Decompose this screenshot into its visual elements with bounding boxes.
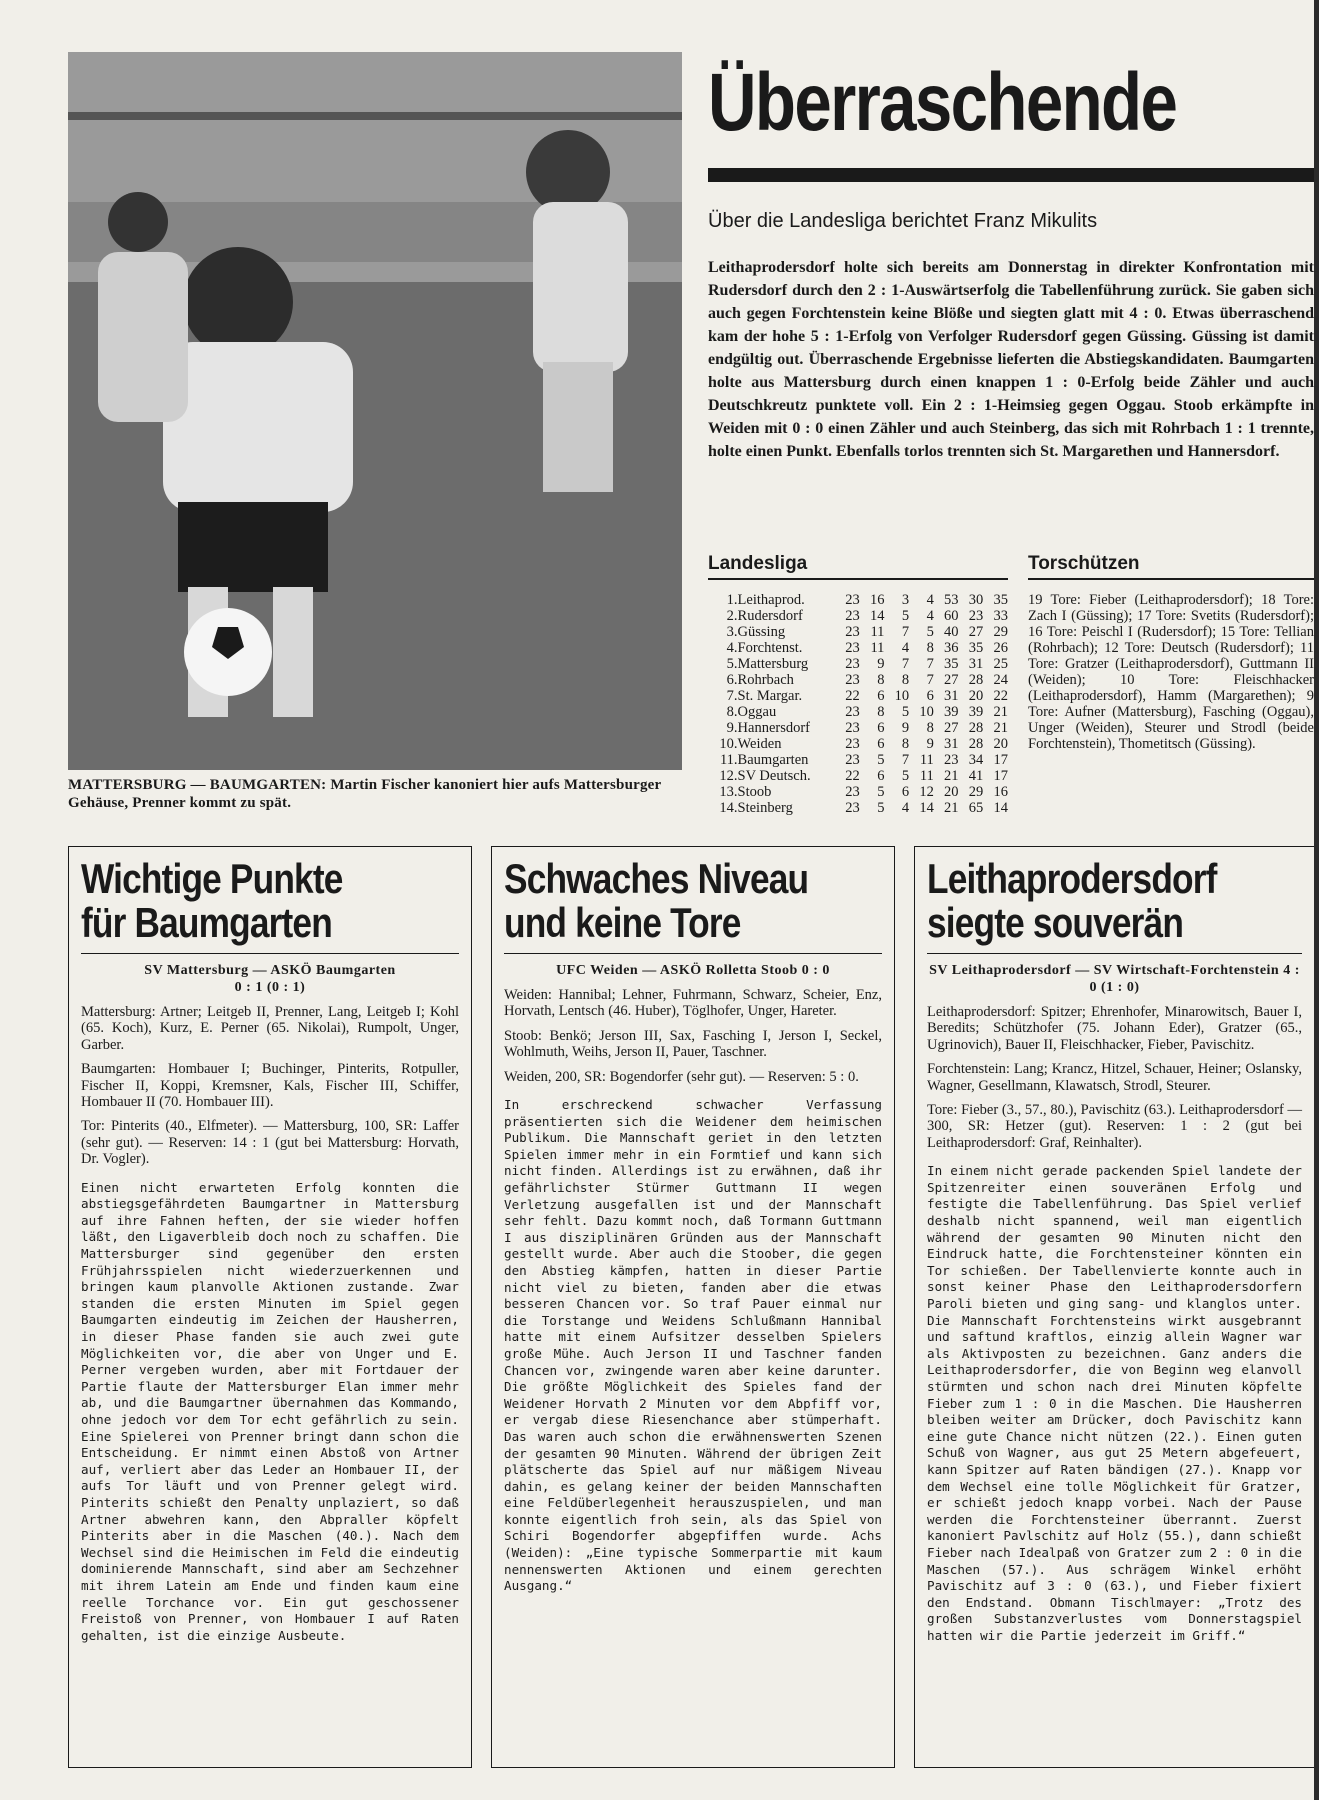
match-teams: SV Leithaprodersdorf — SV Wirtschaft-Forchtenstein: [929, 963, 1280, 978]
standings-cell: 23: [944, 752, 959, 768]
article-title-line1: Leithaprodersdorf: [927, 855, 1217, 902]
byline: Über die Landesliga berichtet Franz Mikulits: [708, 210, 1098, 232]
standings-cell: 35: [993, 592, 1008, 608]
lineup-home: Leithaprodersdorf: Spitzer; Ehrenhofer, Minarowitsch, Bauer I, Beredits; Schützhofer (75. Johann Eder), Gratzer (65., Ugrinovich), Bauer II, Fleischhacker, Fieber, Pavischitz.: [927, 1004, 1302, 1053]
standings-cell: 31: [944, 688, 959, 704]
article-body: Einen nicht erwarteten Erfolg konnten die abstiegsgefährdeten Baumgartner in Mattersburg auf ihre Fahnen heften, der sie wieder hoffen läßt, den Ligaverbleib doch noch zu schaffen. Die Mattersburger sind gegenüber den ersten Frühjahrsspielen nicht wiederzuerkennen und bringen kaum planvolle Aktionen zustande. Zwar standen die ersten Minuten im Spiel gegen Baumgarten eindeutig im Zeichen der Hausherren, in dieser Phase fanden sie auch zwei gute Möglichkeiten vor, die aber von Unger und E. Perner vergeben wurden, aber mit Fortdauer der Partie flaute der Mattersburger Elan immer mehr ab, und die Baumgartner übernahmen das Kommando, ohne jedoch vor dem Tor echt gefährlich zu sein. Eine Spielerei von Prenner bringt dann schon die Entscheidung. Er nimmt einen Abstoß von Artner auf, verliert aber das Leder an Hombauer II, der aufs Tor läuft und von Prenner gelegt wird. Pinterits schießt den Penalty unplaziert, so daß Artner abwehren kann, den Abpraller köpfelt Pinterits aber in die Maschen (40.). Nach dem Wechsel sind die Heimischen im Feld die eindeutig dominierende Mannschaft, sind aber am Sechzehner mit ihrem Latein am Ende und finden kaum eine reelle Torchance vor. Ein gut geschossener Freistoß von Prenner, von Hombauer I auf Raten gehalten, ist die einzige Ausbeute.: [81, 1179, 459, 1643]
team-name: Stoob: [737, 784, 772, 800]
standings-cell: 23: [845, 736, 860, 752]
standings-cell: 9: [926, 736, 934, 752]
standings-cell: 9.: [726, 720, 738, 736]
standings-cell: 10: [919, 704, 934, 720]
standings-cell: 23: [845, 720, 860, 736]
match-photo: [68, 52, 682, 770]
standings-cell: 21: [944, 800, 959, 816]
article-body: In einem nicht gerade packenden Spiel landete der Spitzenreiter einen souveränen Erfolg und festigte die Tabellenführung. Das Spiel verlief deshalb nicht spannend, weil man eigentlich während der gesamten 90 Minuten nicht den Eindruck hatte, die Forchtensteiner könnten ein Tor schießen. Der Tabellenvierte konnte auch in sonst keiner Phase den Leithaprodersdorfern Paroli bieten und ging sang- und klanglos unter. Die Mannschaft Forchtensteins wirkt ausgebrannt und saftund kraftlos, einzig allein Wagner war als Aktivposten zu bezeichnen. Ganz anders die Leithaprodersdorfer, die von Beginn weg elanvoll stürmten und schon nach drei Minuten köpfelte Fieber zum 1 : 0 in die Maschen. Die Hausherren bleiben weiter am Drücker, doch Pavischitz kann eine gute Chance nicht nützen (22.). Einen guten Schuß von Wagner, aus gut 25 Metern abgefeuert, kann Spitzer auf Raten bändigen (27.). Knapp vor dem Wechsel eine tolle Möglichkeit für Gratzer, er schießt jedoch knapp vorbei. Nach der Pause werden die Forchtensteiner überrannt. Zuerst kanoniert Pavlschitz auf Holz (55.), dann schießt Fieber nach Idealpaß von Gratzer zum 2 : 0 in die Maschen (57.). Aus schrägem Winkel erhöht Pavischitz auf 3 : 0 (63.), und Fieber fixiert den Endstand. Obmann Tischlmayer: „Trotz des großen Substanzverlustes vom Donnerstagspiel hatten wir die Partie jederzeit im Griff.“: [927, 1163, 1302, 1643]
standings-cell: 27: [968, 624, 984, 640]
photo-graphic: [68, 52, 682, 770]
standings-cell: 23: [845, 784, 860, 800]
standings-cell: 20: [968, 688, 984, 704]
article-match: [504, 953, 882, 979]
standings-cell: 6: [877, 768, 885, 784]
standings-cell: 65: [968, 800, 984, 816]
standings-cell: 21: [993, 704, 1008, 720]
lineup-away: Baumgarten: Hombauer I; Buchinger, Pinterits, Rotpuller, Fischer II, Koppi, Kremsner, Kals, Fischer III, Schiffer, Hombauer II (70. Hombauer III).: [81, 1061, 459, 1111]
team-name: Rudersdorf: [737, 608, 803, 624]
match-facts: Tor: Pinterits (40., Elfmeter). — Mattersburg, 100, SR: Laffer (sehr gut). — Reserven: 14 : 1 (gut bei Mattersburg: Horvath, Dr. Vogler).: [81, 1118, 459, 1168]
standings-cell: 8: [877, 704, 885, 720]
team-name: St. Margar.: [737, 688, 803, 704]
lineup-away: Forchtenstein: Lang; Krancz, Hitzel, Schauer, Heiner; Oslansky, Wagner, Gesellmann, Klawatsch, Strodl, Steurer.: [927, 1061, 1302, 1094]
standings-cell: 5: [901, 704, 910, 720]
article-title-line2: und keine Tore: [504, 899, 741, 946]
standings-cell: 5.: [726, 656, 738, 672]
standings-cell: 6: [901, 784, 910, 800]
standings-cell: 10.: [719, 736, 738, 752]
standings-cell: 21: [944, 768, 959, 784]
standings-cell: 31: [944, 736, 959, 752]
team-name: Steinberg: [737, 800, 793, 816]
standings-cell: 12: [919, 784, 934, 800]
standings-cell: 41: [968, 768, 984, 784]
standings-row: [708, 688, 1008, 704]
standings-cell: 4: [901, 640, 910, 656]
standings-cell: 40: [944, 624, 959, 640]
standings-cell: 7: [926, 672, 934, 688]
standings-cell: 26: [993, 640, 1008, 656]
standings-cell: 6: [877, 688, 885, 704]
standings-cell: 20: [944, 784, 959, 800]
team-name: Oggau: [737, 704, 777, 720]
standings-cell: 28: [968, 672, 984, 688]
lineup-away: Stoob: Benkö; Jerson III, Sax, Fasching I, Jerson I, Seckel, Wohlmuth, Weihs, Jerson II, Pauer, Taschner.: [504, 1027, 882, 1061]
standings-cell: 8.: [726, 704, 738, 720]
standings-cell: 11.: [719, 752, 738, 768]
standings-cell: 23: [845, 704, 860, 720]
team-name: Forchtenst.: [737, 640, 803, 656]
standings-cell: 34: [968, 752, 984, 768]
standings-cell: 7.: [726, 688, 738, 704]
standings-cell: 4: [926, 592, 934, 608]
standings-cell: 30: [968, 592, 984, 608]
team-name: Mattersburg: [737, 656, 809, 672]
standings-cell: 8: [901, 736, 910, 752]
standings-cell: 8: [926, 720, 934, 736]
standings-cell: 1.: [726, 592, 738, 608]
standings-row: [708, 800, 1008, 816]
standings-cell: 25: [993, 656, 1008, 672]
standings-cell: 9: [901, 720, 910, 736]
article-title-line2: für Baumgarten: [81, 899, 332, 946]
article-baumgarten: [68, 846, 472, 1768]
page-headline: Überraschende: [708, 57, 1177, 148]
standings-cell: 16: [869, 592, 885, 608]
standings-cell: 36: [944, 640, 959, 656]
standings-cell: 11: [870, 624, 885, 640]
match-teams: UFC Weiden — ASKÖ Rolletta Stoob: [556, 963, 798, 978]
standings-cell: 5: [877, 800, 885, 816]
standings-cell: 6: [877, 736, 885, 752]
standings-cell: 22: [993, 688, 1008, 704]
standings-row: [708, 768, 1008, 784]
standings-cell: 17: [993, 768, 1008, 784]
standings-cell: 23: [968, 608, 984, 624]
standings-row: [708, 720, 1008, 736]
standings-cell: 53: [944, 592, 959, 608]
standings-cell: 4.: [726, 640, 738, 656]
article-title-line1: Schwaches Niveau: [504, 855, 809, 902]
standings-cell: 39: [944, 704, 959, 720]
standings-cell: 4: [901, 800, 910, 816]
standings-cell: 5: [877, 784, 885, 800]
match-score: 0 : 0: [801, 963, 830, 978]
standings-cell: 2.: [726, 608, 738, 624]
team-name: Hannersdorf: [737, 720, 811, 736]
standings-cell: 6: [877, 720, 885, 736]
standings-cell: 27: [944, 672, 959, 688]
standings-cell: 20: [993, 736, 1008, 752]
article-weiden: [491, 846, 895, 1768]
standings-title: Landesliga: [708, 553, 808, 574]
standings-row: [708, 752, 1008, 768]
standings-cell: 11: [870, 640, 885, 656]
standings-cell: 13.: [719, 784, 738, 800]
standings-cell: 6.: [726, 672, 738, 688]
team-name: SV Deutsch.: [737, 768, 811, 784]
standings-cell: 9: [877, 656, 885, 672]
article-title-line2: siegte souverän: [927, 899, 1184, 946]
article-title-line1: Wichtige Punkte: [81, 855, 343, 902]
standings-row: [708, 784, 1008, 800]
article-match: [927, 953, 1302, 996]
team-name: Rohrbach: [737, 672, 794, 688]
standings-cell: 39: [968, 704, 984, 720]
standings-cell: 29: [968, 784, 984, 800]
standings-row: [708, 736, 1008, 752]
article-leithaprodersdorf: [914, 846, 1314, 1768]
team-name: Weiden: [737, 736, 782, 752]
article-title: [504, 857, 822, 945]
standings-cell: 7: [901, 752, 910, 768]
standings-cell: 28: [968, 720, 984, 736]
standings-rule: [708, 578, 1008, 580]
article-body: In erschreckend schwacher Verfassung präsentierten sich die Weidener dem heimischen Publikum. Die Mannschaft geriet in den letzten Spielen immer mehr in ein Formtief und kann sich nicht finden. Allerdings ist zu erwähnen, daß ihr gefährlichster Stürmer Guttmann II wegen Verletzung ausgefallen ist und der Mannschaft sehr fehlt. Dazu kommt noch, daß Tormann Guttmann I aus disziplinären Gründen aus der Mannschaft gestellt wurde. Aber auch die Stoober, die gegen den Abstieg kämpfen, hatten in dieser Partie nicht viel zu bieten, fanden aber die etwas besseren Chancen vor. So traf Pauer einmal nur die Torstange und Weidens Schlußmann Hannibal hatte mit einem Aufsitzer desselben Spielers große Mühe. Auch Jerson II und Taschner fanden Chancen vor, zwingende waren aber keine darunter. Die größte Möglichkeit des Spieles fand der Weidener Horvath 2 Minuten vor dem Abpfiff vor, er vergab diese Riesenchance aber stümperhaft. Das waren auch schon die erwähnenswerten Szenen der gesamten 90 Minuten. Während der übrigen Zeit plätscherte das Spiel auf nur mäßigem Niveau dahin, es gelang keiner der beiden Mannschaften eine Feldüberlegenheit herauszuspielen, und man konnte eigentlich froh sein, als das Spiel von Schiri Bogendorfer abgepfiffen wurde. Achs (Weiden): „Eine typische Sommerpartie mit kaum nennenswerten Aktionen und einem gerechten Ausgang.“: [504, 1097, 882, 1594]
standings-cell: 35: [944, 656, 959, 672]
standings-cell: 10: [894, 688, 910, 704]
standings-row: [708, 624, 1008, 640]
standings-cell: 23: [845, 672, 860, 688]
scorers-text: 19 Tore: Fieber (Leithaprodersdorf); 18 Tore: Zach I (Güssing); 17 Tore: Svetits (Rudersdorf); 16 Tore: Peischl I (Rudersdorf); 15 Tore: Tellian (Rohrbach); 12 Tore: Deutsch (Rudersdorf); 11 Tore: Gratzer (Leithaprodersdorf), Guttmann II (Weiden); 10 Tore: Fleischhacker (Leithaprodersdorf), Hamm (Margarethen); 9 Tore: Aufner (Mattersburg), Fasching (Oggau), Unger (Weiden), Steurer und Strodl (beide Forchtenstein), Thometitsch (Güssing).: [1028, 592, 1314, 752]
standings-cell: 8: [901, 672, 910, 688]
standings-cell: 3.: [726, 624, 738, 640]
lineup-home: Mattersburg: Artner; Leitgeb II, Prenner, Lang, Leitgeb I; Kohl (65. Koch), Kurz, E. Perner (65. Nikolai), Rumpolt, Unger, Garber.: [81, 1004, 459, 1053]
standings-cell: 23: [845, 608, 860, 624]
match-score: 4 : 0 (1 : 0): [1089, 963, 1300, 995]
standings-cell: 8: [926, 640, 934, 656]
standings-cell: 14.: [719, 800, 738, 816]
standings-cell: 5: [926, 624, 934, 640]
standings-row: [708, 704, 1008, 720]
standings-cell: 12.: [719, 768, 738, 784]
scorers-title: Torschützen: [1028, 553, 1140, 574]
team-name: Leithaprod.: [737, 592, 805, 608]
headline-rule: [708, 168, 1314, 182]
standings-cell: 31: [968, 656, 984, 672]
standings-cell: 28: [968, 736, 984, 752]
match-score: 0 : 1 (0 : 1): [234, 980, 306, 995]
standings-cell: 23: [845, 752, 860, 768]
standings-row: [708, 640, 1008, 656]
standings-cell: 11: [919, 768, 934, 784]
standings-cell: 14: [919, 800, 934, 816]
standings-cell: 7: [901, 624, 910, 640]
standings-cell: 6: [926, 688, 934, 704]
standings-cell: 23: [845, 592, 860, 608]
standings-row: [708, 592, 1008, 608]
scorers-rule: [1028, 578, 1314, 580]
article-title: [81, 857, 399, 945]
standings-cell: 14: [993, 800, 1008, 816]
match-facts: Weiden, 200, SR: Bogendorfer (sehr gut). — Reserven: 5 : 0.: [504, 1068, 859, 1085]
standings-cell: 5: [901, 768, 910, 784]
standings-table: [708, 592, 1008, 816]
standings-cell: 60: [944, 608, 959, 624]
standings-cell: 23: [845, 800, 860, 816]
standings-cell: 3: [901, 592, 910, 608]
standings-cell: 7: [901, 656, 910, 672]
article-title: [927, 857, 1242, 945]
standings-cell: 11: [919, 752, 934, 768]
standings-cell: 8: [877, 672, 885, 688]
standings-row: [708, 656, 1008, 672]
standings-row: [708, 608, 1008, 624]
standings-cell: 33: [993, 608, 1008, 624]
standings-cell: 5: [901, 608, 910, 624]
intro-text: Leithaprodersdorf holte sich bereits am Donnerstag in direkter Konfrontation mit Rudersdorf durch den 2 : 1-Auswärtserfolg die Tabellenführung zurück. Sie gaben sich auch gegen Forchtenstein keine Blöße und siegten glatt mit 4 : 0. Etwas überraschend kam der hohe 5 : 1-Erfolg von Verfolger Rudersdorf gegen Güssing. Güssing ist damit endgültig out. Überraschende Ergebnisse lieferten die Abstiegskandidaten. Baumgarten holte aus Mattersburg durch einen knappen 1 : 0-Erfolg beide Zähler und auch Deutschkreutz punktete voll. Ein 2 : 1-Heimsieg gegen Oggau. Stoob erkämpfte in Weiden mit 0 : 0 einen Zähler und auch Steinberg, das sich mit Rohrbach 1 : 1 trennte, holte einen Punkt. Ebenfalls torlos trennten sich St. Margarethen und Hannersdorf.: [708, 259, 1314, 460]
standings-cell: 4: [926, 608, 934, 624]
photo-caption: MATTERSBURG — BAUMGARTEN: Martin Fischer kanoniert hier aufs Mattersburger Gehäuse, Prenner kommt zu spät.: [68, 777, 662, 811]
standings-cell: 5: [877, 752, 885, 768]
standings-cell: 23: [845, 640, 860, 656]
page-edge: [1314, 0, 1319, 1800]
standings-cell: 21: [993, 720, 1008, 736]
article-match: [81, 953, 459, 996]
standings-cell: 22: [845, 688, 860, 704]
standings-cell: 7: [926, 656, 934, 672]
standings-cell: 35: [968, 640, 984, 656]
standings-cell: 29: [993, 624, 1008, 640]
standings-cell: 23: [845, 624, 860, 640]
standings-cell: 14: [869, 608, 885, 624]
standings-row: [708, 672, 1008, 688]
match-facts: Tore: Fieber (3., 57., 80.), Pavischitz (63.). Leithaprodersdorf — 300, SR: Hetzer (gut). Reserven: 1 : 2 (gut bei Leithaprodersdorf: Graf, Reinhalter).: [927, 1102, 1302, 1151]
standings-cell: 24: [993, 672, 1008, 688]
standings-cell: 23: [845, 656, 860, 672]
standings-cell: 16: [993, 784, 1008, 800]
team-name: Baumgarten: [737, 752, 809, 768]
lineup-home: Weiden: Hannibal; Lehner, Fuhrmann, Schwarz, Scheier, Enz, Horvath, Lentsch (46. Huber), Töglhofer, Unger, Hareter.: [504, 987, 882, 1020]
standings-cell: 17: [993, 752, 1008, 768]
standings-cell: 27: [944, 720, 959, 736]
standings-cell: 22: [845, 768, 860, 784]
match-teams: SV Mattersburg — ASKÖ Baumgarten: [144, 963, 396, 978]
team-name: Güssing: [737, 624, 786, 640]
